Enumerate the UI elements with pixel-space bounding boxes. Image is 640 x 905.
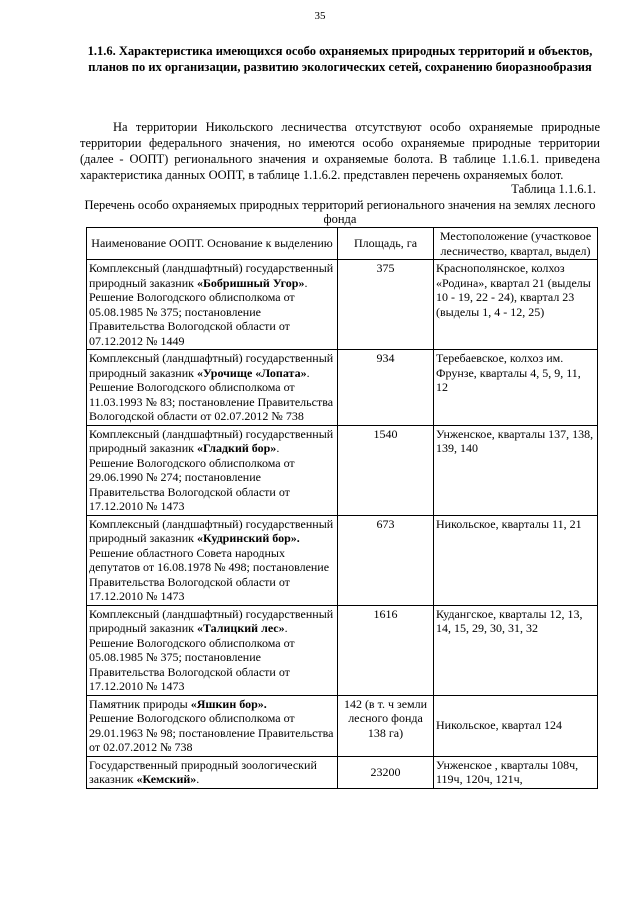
cell-name: Комплексный (ландшафтный) государственный природный заказник «Талицкий лес». Решение Вологодского облисполкома от 05.08.1985 № 375; постановление Правительства Вологодской области от 17.12.2010 № 1473	[87, 605, 338, 695]
cell-area: 673	[338, 515, 434, 605]
cell-area: 375	[338, 260, 434, 350]
cell-location: Никольское, кварталы 11, 21	[434, 515, 598, 605]
cell-name: Комплексный (ландшафтный) государственный природный заказник «Бобришный Угор». Решение Вологодского облисполкома от 05.08.1985 № 375; постановление Правительства Вологодской области от 07.12.2012 № 1449	[87, 260, 338, 350]
table-row	[87, 425, 598, 515]
cell-location: Никольское, квартал 124	[434, 695, 598, 756]
cell-location: Унженское, кварталы 137, 138, 139, 140	[434, 425, 598, 515]
cell-location: Краснополянское, колхоз «Родина», квартал 21 (выделы 10 - 19, 22 - 24), квартал 23 (выделы 1, 4 - 12, 25)	[434, 260, 598, 350]
table-caption: Перечень особо охраняемых природных территорий регионального значения на землях лесного фонда	[84, 198, 596, 226]
oopt-table	[86, 227, 598, 789]
table-header-row	[87, 228, 598, 260]
cell-area: 1616	[338, 605, 434, 695]
table-label: Таблица 1.1.6.1.	[511, 182, 596, 196]
section-heading: 1.1.6. Характеристика имеющихся особо охраняемых природных территорий и объектов, планов по их организации, развитию экологических сетей, сохранению биоразнообразия	[87, 44, 593, 74]
cell-area: 1540	[338, 425, 434, 515]
cell-name: Комплексный (ландшафтный) государственный природный заказник «Урочище «Лопата». Решение Вологодского облисполкома от 11.03.1993 № 83; постановление Правительства Вологодской области от 02.07.2012 № 738	[87, 350, 338, 426]
header-location: Местоположение (участковое лесничество, квартал, выдел)	[434, 228, 598, 260]
cell-location: Кудангское, кварталы 12, 13, 14, 15, 29, 30, 31, 32	[434, 605, 598, 695]
table-row	[87, 515, 598, 605]
intro-paragraph: На территории Никольского лесничества отсутствуют особо охраняемые природные территории федерального значения, но имеются особо охраняемые природные территории (далее - ООПТ) регионального значения и охраняемые болота. В таблице 1.1.6.1. приведена характеристика данных ООПТ, в таблице 1.1.6.2. представлен перечень охраняемых болот.	[80, 120, 600, 182]
header-name: Наименование ООПТ. Основание к выделению	[87, 228, 338, 260]
header-area: Площадь, га	[338, 228, 434, 260]
cell-area: 23200	[338, 756, 434, 788]
cell-name: Комплексный (ландшафтный) государственный природный заказник «Кудринский бор». Решение областного Совета народных депутатов от 16.08.1978 № 498; постановление Правительства Вологодской области от 17.12.2010 № 1473	[87, 515, 338, 605]
cell-location: Унженское , кварталы 108ч, 119ч, 120ч, 121ч,	[434, 756, 598, 788]
cell-location: Теребаевское, колхоз им. Фрунзе, кварталы 4, 5, 9, 11, 12	[434, 350, 598, 426]
table-row	[87, 695, 598, 756]
cell-name: Памятник природы «Яшкин бор». Решение Вологодского облисполкома от 29.01.1963 № 98; постановление Правительства от 02.07.2012 № 738	[87, 695, 338, 756]
table-row	[87, 350, 598, 426]
cell-name: Государственный природный зоологический заказник «Кемский».	[87, 756, 338, 788]
page-number: 35	[314, 10, 326, 22]
table-row	[87, 605, 598, 695]
cell-area: 142 (в т. ч земли лесного фонда 138 га)	[338, 695, 434, 756]
cell-name: Комплексный (ландшафтный) государственный природный заказник «Гладкий бор». Решение Вологодского облисполкома от 29.06.1990 № 274; постановление Правительства Вологодской области от 17.12.2010 № 1473	[87, 425, 338, 515]
cell-area: 934	[338, 350, 434, 426]
table-row	[87, 260, 598, 350]
table-row	[87, 756, 598, 788]
